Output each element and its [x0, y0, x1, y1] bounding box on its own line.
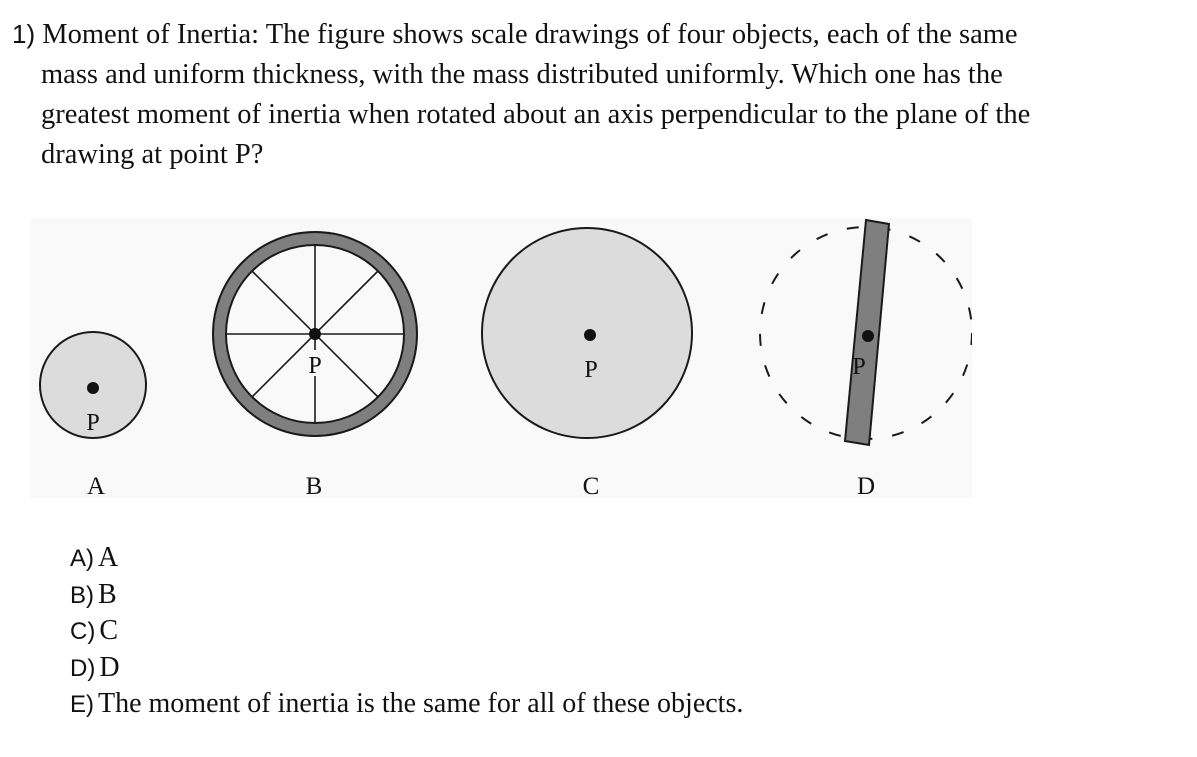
object-b-label: B	[305, 473, 323, 498]
question-line-3: greatest moment of inertia when rotated about an axis perpendicular to the plane of the	[41, 99, 1031, 130]
object-c-label: C	[582, 473, 600, 498]
answer-choices	[70, 540, 743, 723]
question-text-line-1: Moment of Inertia: The figure shows scale drawings of four objects, each of the same	[42, 19, 1018, 50]
answer-choice-a[interactable]	[70, 540, 743, 577]
object-a-point-p	[87, 382, 99, 394]
answer-letter-a: A)	[70, 545, 94, 572]
answer-text-c: C	[99, 615, 119, 646]
answer-choice-d[interactable]	[70, 650, 743, 687]
objects-figure	[30, 218, 972, 498]
answer-text-a: A	[98, 542, 119, 573]
object-a-label: A	[86, 473, 106, 498]
answer-letter-b: B)	[70, 581, 94, 609]
answer-letter-e: E)	[70, 691, 94, 718]
object-a-p-label: P	[86, 410, 100, 436]
question	[12, 14, 1182, 175]
object-d-p-label: P	[852, 354, 866, 380]
answer-text-e: The moment of inertia is the same for all of these objects.	[98, 688, 744, 719]
object-c-p-label: P	[584, 357, 598, 383]
object-b-point-p	[309, 328, 321, 340]
answer-choice-e[interactable]	[70, 686, 743, 723]
answer-letter-c: C)	[70, 618, 96, 645]
answer-text-d: D	[99, 651, 120, 683]
answer-choice-c[interactable]	[70, 613, 743, 650]
object-b-p-label: P	[308, 353, 322, 379]
object-d-point-p	[862, 330, 874, 342]
answer-letter-d: D)	[70, 654, 96, 682]
object-d-label: D	[856, 473, 876, 498]
object-c-point-p	[584, 329, 596, 341]
question-line-1	[12, 14, 1182, 55]
answer-text-b: B	[98, 578, 117, 610]
question-line-2: mass and uniform thickness, with the mass distributed uniformly. Which one has the	[41, 59, 1003, 90]
question-number: 1)	[12, 19, 36, 49]
answer-choice-b[interactable]	[70, 577, 743, 614]
question-line-4: drawing at point P?	[41, 139, 264, 170]
